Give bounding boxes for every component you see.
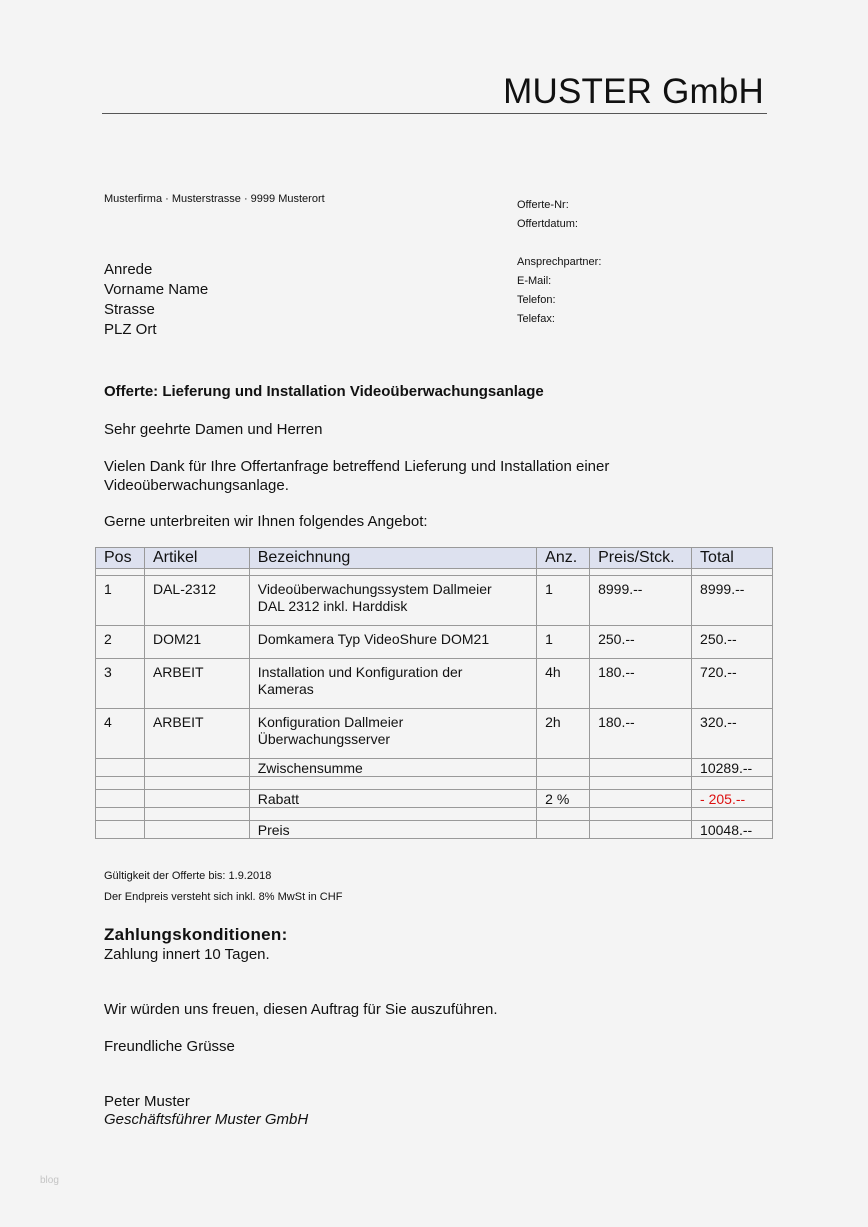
price-value: 10048.--: [692, 821, 773, 839]
payment-text: Zahlung innert 10 Tagen.: [104, 946, 270, 963]
payment-heading: Zahlungskonditionen:: [104, 925, 288, 944]
price-row: [96, 821, 773, 839]
meta-offer-number: Offerte-Nr:: [517, 199, 569, 211]
cell-anzahl: 1: [537, 626, 590, 659]
discount-value: - 205.--: [692, 790, 773, 808]
intro-text: [104, 457, 609, 495]
cell-bezeichnung: [249, 576, 536, 626]
cell-anzahl: 1: [537, 576, 590, 626]
meta-offer-date: Offertdatum:: [517, 218, 578, 230]
bez-line-1: Konfiguration Dallmeier: [257, 714, 404, 730]
col-pos: Pos: [96, 548, 145, 569]
cell-pos: 4: [96, 709, 145, 759]
bez-line-2: DAL 2312 inkl. Harddisk: [257, 598, 408, 614]
salutation: Sehr geehrte Damen und Herren: [104, 421, 323, 438]
recipient-salutation: Anrede: [104, 261, 153, 278]
header-divider: [102, 113, 767, 114]
table-row: [96, 659, 773, 709]
bez-line-2: Kameras: [257, 681, 314, 697]
cell-artikel: ARBEIT: [144, 709, 249, 759]
bez-line-2: Überwachungsserver: [257, 731, 391, 747]
col-preis: Preis/Stck.: [590, 548, 692, 569]
cell-bezeichnung: Domkamera Typ VideoShure DOM21: [249, 626, 536, 659]
cell-pos: 2: [96, 626, 145, 659]
greeting: Freundliche Grüsse: [104, 1038, 235, 1055]
meta-phone: Telefon:: [517, 294, 556, 306]
meta-contact: Ansprechpartner:: [517, 256, 602, 268]
bez-line-1: Installation und Konfiguration der: [257, 664, 463, 680]
cell-total: 720.--: [692, 659, 773, 709]
table-row: [96, 626, 773, 659]
recipient-address: [104, 260, 208, 340]
cell-bezeichnung: [249, 659, 536, 709]
subtotal-label: Zwischensumme: [249, 759, 536, 777]
table-row: [96, 576, 773, 626]
subtotal-value: 10289.--: [692, 759, 773, 777]
meta-fax: Telefax:: [517, 313, 555, 325]
sender-line: Musterfirma · Musterstrasse · 9999 Musterort: [104, 193, 325, 205]
cell-total: 8999.--: [692, 576, 773, 626]
closing-text: Wir würden uns freuen, diesen Auftrag für Sie auszuführen.: [104, 1001, 498, 1018]
discount-percent: 2 %: [537, 790, 590, 808]
cell-pos: 1: [96, 576, 145, 626]
cell-pos: 3: [96, 659, 145, 709]
discount-row: [96, 790, 773, 808]
cell-artikel: DAL-2312: [144, 576, 249, 626]
recipient-city: PLZ Ort: [104, 321, 157, 338]
company-name: MUSTER GmbH: [503, 72, 764, 111]
price-label: Preis: [249, 821, 536, 839]
cell-artikel: DOM21: [144, 626, 249, 659]
offer-table: [95, 547, 773, 839]
cell-total: 250.--: [692, 626, 773, 659]
cell-total: 320.--: [692, 709, 773, 759]
col-artikel: Artikel: [144, 548, 249, 569]
vat-note: Der Endpreis versteht sich inkl. 8% MwSt in CHF: [104, 891, 343, 903]
subject-line: Offerte: Lieferung und Installation Videoüberwachungsanlage: [104, 383, 544, 400]
cell-preis: 180.--: [590, 709, 692, 759]
bez-line-1: Videoüberwachungssystem Dallmeier: [257, 581, 492, 597]
intro-line-1: Vielen Dank für Ihre Offertanfrage betreffend Lieferung und Installation einer: [104, 458, 610, 475]
col-anzahl: Anz.: [537, 548, 590, 569]
table-header: [96, 548, 773, 569]
cell-preis: 8999.--: [590, 576, 692, 626]
cell-bezeichnung: [249, 709, 536, 759]
validity-note: Gültigkeit der Offerte bis: 1.9.2018: [104, 870, 272, 882]
subtotal-row: [96, 759, 773, 777]
recipient-name: Vorname Name: [104, 281, 209, 298]
cell-preis: 180.--: [590, 659, 692, 709]
recipient-street: Strasse: [104, 301, 155, 318]
discount-label: Rabatt: [249, 790, 536, 808]
cell-artikel: ARBEIT: [144, 659, 249, 709]
offer-intro: Gerne unterbreiten wir Ihnen folgendes Angebot:: [104, 513, 428, 530]
cell-anzahl: 2h: [537, 709, 590, 759]
watermark: blog: [40, 1175, 59, 1186]
signer-title: Geschäftsführer Muster GmbH: [104, 1111, 309, 1128]
col-total: Total: [692, 548, 773, 569]
col-bezeichnung: Bezeichnung: [249, 548, 536, 569]
intro-line-2: Videoüberwachungsanlage.: [104, 477, 289, 494]
cell-preis: 250.--: [590, 626, 692, 659]
signer-name: Peter Muster: [104, 1093, 190, 1110]
meta-email: E-Mail:: [517, 275, 552, 287]
cell-anzahl: 4h: [537, 659, 590, 709]
table-row: [96, 709, 773, 759]
